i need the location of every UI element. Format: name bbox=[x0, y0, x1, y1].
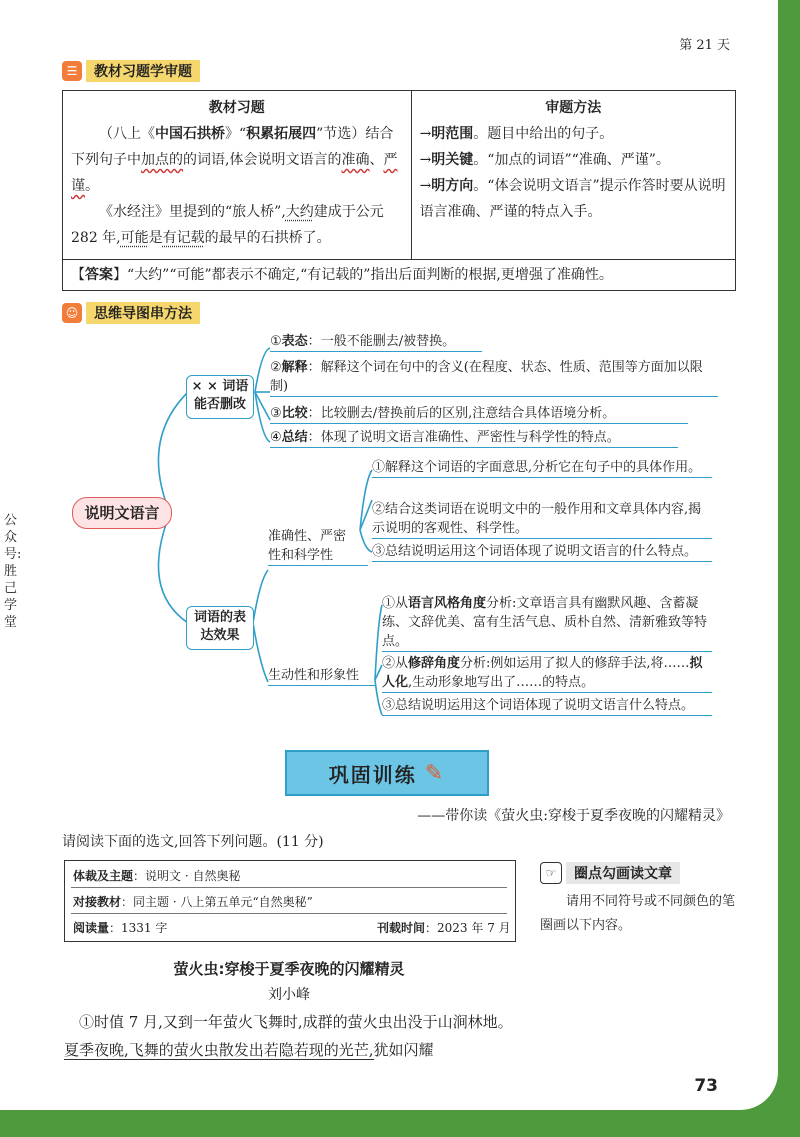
article-paragraph-1: ①时值 7 月,又到一年萤火飞舞时,成群的萤火虫出没于山涧林地。夏季夜晚,飞舞的萤火虫散发出若隐若现的光芒,犹如闪耀 bbox=[64, 1013, 513, 1059]
exercise-sentence: 《水经注》里提到的“旅人桥”,大约建成于公元 282 年,可能是有记载的最早的石拱桥了。 bbox=[71, 204, 384, 246]
lesson-title: 中国石拱桥 bbox=[155, 126, 225, 142]
exercise-heading: 教材习题 bbox=[208, 100, 265, 116]
mindmap-sub-vivid: 生动性和形象性 bbox=[268, 666, 376, 686]
mindmap-s1-item-1: ①解释这个词语的字面意思,分析它在句子中的具体作用。 bbox=[372, 458, 712, 478]
method-direction: →明方向。“体会说明文语言”提示作答时要从说明语言准确、严谨的特点入手。 bbox=[419, 178, 726, 220]
article-info-box bbox=[64, 860, 516, 942]
info-published: 刊载时间：2023 年 7 月 bbox=[377, 921, 511, 935]
precise-word: 准确 bbox=[341, 152, 370, 168]
info-reading: 阅读量：1331 字 bbox=[73, 921, 168, 935]
mindmap-s1-item-3: ③总结说明运用这个词语体现了说明文语言的什么特点。 bbox=[372, 542, 712, 562]
mindmap-s1-item-2: ②结合这类词语在说明文中的一般作用和文章具体内容,揭示说明的客观性、科学性。 bbox=[372, 500, 712, 539]
annotate-title: 圈点勾画读文章 bbox=[566, 862, 680, 884]
section-title: 教材习题学审题 bbox=[86, 60, 200, 82]
mindmap-s2-item-2: ②从修辞角度分析:例如运用了拟人的修辞手法,将……拟人化,生动形象地写出了……的特点。 bbox=[382, 654, 712, 693]
exercise-cell bbox=[63, 91, 412, 260]
list-icon: ☰ bbox=[62, 61, 82, 81]
day-label: 第 21 天 bbox=[679, 38, 730, 53]
answer-cell: 【答案】“大约”“可能”都表示不确定,“有记载的”指出后面判断的根据,更增强了准确性。 bbox=[63, 260, 736, 291]
mindmap-b1-item-1: ①表态：一般不能删去/被替换。 bbox=[270, 332, 482, 352]
exercise-table bbox=[62, 90, 736, 291]
mindmap-root: 说明文语言 bbox=[72, 497, 172, 529]
method-heading: 审题方法 bbox=[545, 100, 602, 116]
hand-pointer-icon: ☞ bbox=[540, 862, 562, 884]
pencil-icon: ✎ bbox=[424, 760, 446, 786]
method-cell bbox=[411, 91, 735, 260]
article-title: 萤火虫:穿梭于夏季夜晚的闪耀精灵 bbox=[173, 960, 405, 978]
practice-subtitle: ——带你读《萤火虫:穿梭于夏季夜晚的闪耀精灵》 bbox=[417, 808, 730, 824]
mindmap-s2-item-1: ①从语言风格角度分析:文章语言具有幽默风趣、含蓄凝练、文辞优美、富有生活气息、质朴自然、清新雅致等特点。 bbox=[382, 594, 712, 652]
annotate-header bbox=[540, 862, 680, 884]
banner-title: 巩固训练 bbox=[328, 762, 417, 787]
strict-word: 严谨 bbox=[71, 152, 398, 194]
mindmap-b1-item-4: ④总结：体现了说明文语言准确性、严密性与科学性的特点。 bbox=[270, 428, 678, 448]
mindmap-sub-accuracy: 准确性、严密 性和科学性 bbox=[268, 527, 368, 566]
practice-instruction: 请阅读下面的选文,回答下列问题。(11 分) bbox=[62, 834, 324, 850]
answer-label: 答案 bbox=[85, 267, 113, 283]
mindmap-b1-item-2: ②解释：解释这个词在句中的含义(在程度、状态、性质、范围等方面加以限制) bbox=[270, 358, 718, 397]
section-header-textbook bbox=[62, 60, 200, 82]
lesson-extension: 积累拓展四 bbox=[246, 126, 317, 142]
mindmap-branch-2: 词语的表 达效果 bbox=[186, 606, 254, 650]
mindmap-s2-item-3: ③总结说明运用这个词语体现了说明文语言什么特点。 bbox=[382, 696, 712, 716]
mindmap-b1-item-3: ③比较：比较删去/替换前后的区别,注意结合具体语境分析。 bbox=[270, 404, 688, 424]
method-key: →明关键。“加点的词语”“准确、严谨”。 bbox=[419, 152, 670, 168]
page-number: 73 bbox=[694, 1076, 718, 1096]
dotted-word-phrase: 加点的 bbox=[141, 152, 183, 168]
info-genre: 体裁及主题：说明文 · 自然奥秘 bbox=[73, 869, 241, 883]
annotate-text: 请用不同符号或不同颜色的笔圈画以下内容。 bbox=[540, 894, 736, 933]
practice-banner bbox=[285, 750, 489, 796]
section-title: 思维导图串方法 bbox=[86, 302, 200, 324]
mindmap-branch-1: × × 词语 能否删改 bbox=[186, 375, 254, 419]
method-scope: →明范围。题目中给出的句子。 bbox=[419, 126, 614, 142]
person-icon: ☺ bbox=[62, 303, 82, 323]
info-textbook: 对接教材：同主题 · 八上第五单元“自然奥秘” bbox=[73, 895, 313, 909]
exercise-question: （八上《中国石拱桥》“积累拓展四”节选）结合下列句子中加点的的词语,体会说明文语言的准确、严谨。 bbox=[71, 126, 398, 194]
side-watermark: 公众号:胜己学堂 bbox=[4, 513, 22, 630]
answer-text: “大约”“可能”都表示不确定,“有记载的”指出后面判断的根据,更增强了准确性。 bbox=[127, 267, 613, 283]
article-author: 刘小峰 bbox=[268, 987, 310, 1003]
